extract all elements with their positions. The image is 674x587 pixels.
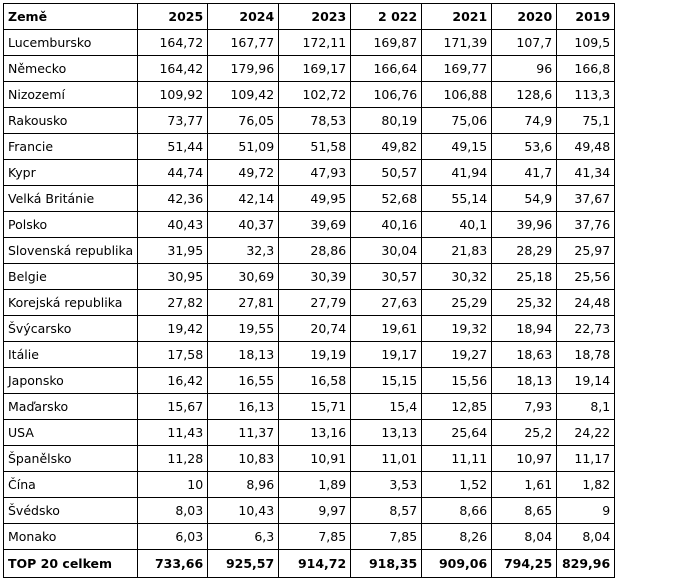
value-cell: 106,88 — [422, 82, 492, 108]
table-row — [4, 160, 615, 186]
value-cell: 25,2 — [492, 420, 557, 446]
header-year: 2024 — [208, 4, 279, 30]
value-cell: 37,76 — [557, 212, 615, 238]
value-cell: 169,87 — [351, 30, 422, 56]
table-footer — [4, 550, 615, 578]
country-name: Japonsko — [4, 368, 138, 394]
value-cell: 8,04 — [557, 524, 615, 550]
table-row — [4, 498, 615, 524]
value-cell: 7,85 — [351, 524, 422, 550]
country-name: Slovenská republika — [4, 238, 138, 264]
value-cell: 12,85 — [422, 394, 492, 420]
value-cell: 1,61 — [492, 472, 557, 498]
value-cell: 11,17 — [557, 446, 615, 472]
value-cell: 169,17 — [279, 56, 351, 82]
value-cell: 47,93 — [279, 160, 351, 186]
value-cell: 18,78 — [557, 342, 615, 368]
value-cell: 8,26 — [422, 524, 492, 550]
value-cell: 18,94 — [492, 316, 557, 342]
table-row — [4, 108, 615, 134]
value-cell: 7,93 — [492, 394, 557, 420]
value-cell: 49,95 — [279, 186, 351, 212]
value-cell: 28,29 — [492, 238, 557, 264]
value-cell: 19,32 — [422, 316, 492, 342]
value-cell: 11,37 — [208, 420, 279, 446]
total-value: 925,57 — [208, 550, 279, 578]
value-cell: 27,82 — [138, 290, 208, 316]
value-cell: 13,13 — [351, 420, 422, 446]
table-row — [4, 238, 615, 264]
value-cell: 1,89 — [279, 472, 351, 498]
value-cell: 50,57 — [351, 160, 422, 186]
table-header — [4, 4, 615, 30]
value-cell: 113,3 — [557, 82, 615, 108]
table-row — [4, 316, 615, 342]
total-value: 918,35 — [351, 550, 422, 578]
value-cell: 25,18 — [492, 264, 557, 290]
value-cell: 41,94 — [422, 160, 492, 186]
value-cell: 25,32 — [492, 290, 557, 316]
value-cell: 10,43 — [208, 498, 279, 524]
value-cell: 78,53 — [279, 108, 351, 134]
value-cell: 27,81 — [208, 290, 279, 316]
table-row — [4, 290, 615, 316]
data-table-container — [3, 3, 615, 578]
value-cell: 3,53 — [351, 472, 422, 498]
value-cell: 8,57 — [351, 498, 422, 524]
value-cell: 74,9 — [492, 108, 557, 134]
value-cell: 40,43 — [138, 212, 208, 238]
value-cell: 80,19 — [351, 108, 422, 134]
country-name: Belgie — [4, 264, 138, 290]
value-cell: 164,42 — [138, 56, 208, 82]
value-cell: 19,55 — [208, 316, 279, 342]
value-cell: 28,86 — [279, 238, 351, 264]
value-cell: 39,69 — [279, 212, 351, 238]
value-cell: 19,42 — [138, 316, 208, 342]
total-value: 829,96 — [557, 550, 615, 578]
header-row — [4, 4, 615, 30]
value-cell: 19,61 — [351, 316, 422, 342]
value-cell: 44,74 — [138, 160, 208, 186]
value-cell: 30,39 — [279, 264, 351, 290]
value-cell: 9 — [557, 498, 615, 524]
value-cell: 19,14 — [557, 368, 615, 394]
value-cell: 106,76 — [351, 82, 422, 108]
value-cell: 25,97 — [557, 238, 615, 264]
value-cell: 15,67 — [138, 394, 208, 420]
value-cell: 42,14 — [208, 186, 279, 212]
value-cell: 9,97 — [279, 498, 351, 524]
value-cell: 30,57 — [351, 264, 422, 290]
value-cell: 17,58 — [138, 342, 208, 368]
value-cell: 42,36 — [138, 186, 208, 212]
value-cell: 167,77 — [208, 30, 279, 56]
value-cell: 55,14 — [422, 186, 492, 212]
country-name: Rakousko — [4, 108, 138, 134]
value-cell: 19,27 — [422, 342, 492, 368]
country-name: Španělsko — [4, 446, 138, 472]
value-cell: 15,71 — [279, 394, 351, 420]
value-cell: 11,28 — [138, 446, 208, 472]
value-cell: 19,19 — [279, 342, 351, 368]
table-row — [4, 394, 615, 420]
value-cell: 15,15 — [351, 368, 422, 394]
value-cell: 8,65 — [492, 498, 557, 524]
total-label: TOP 20 celkem — [4, 550, 138, 578]
value-cell: 24,48 — [557, 290, 615, 316]
value-cell: 109,92 — [138, 82, 208, 108]
value-cell: 107,7 — [492, 30, 557, 56]
value-cell: 169,77 — [422, 56, 492, 82]
value-cell: 109,42 — [208, 82, 279, 108]
value-cell: 20,74 — [279, 316, 351, 342]
value-cell: 15,4 — [351, 394, 422, 420]
table-row — [4, 30, 615, 56]
value-cell: 171,39 — [422, 30, 492, 56]
value-cell: 24,22 — [557, 420, 615, 446]
value-cell: 8,96 — [208, 472, 279, 498]
table-row — [4, 134, 615, 160]
total-value: 909,06 — [422, 550, 492, 578]
country-name: Kypr — [4, 160, 138, 186]
value-cell: 75,06 — [422, 108, 492, 134]
value-cell: 30,04 — [351, 238, 422, 264]
value-cell: 30,95 — [138, 264, 208, 290]
header-year: 2019 — [557, 4, 615, 30]
total-row — [4, 550, 615, 578]
country-name: Lucembursko — [4, 30, 138, 56]
value-cell: 49,72 — [208, 160, 279, 186]
value-cell: 32,3 — [208, 238, 279, 264]
table-row — [4, 82, 615, 108]
value-cell: 41,34 — [557, 160, 615, 186]
value-cell: 109,5 — [557, 30, 615, 56]
value-cell: 96 — [492, 56, 557, 82]
country-name: Švédsko — [4, 498, 138, 524]
header-year: 2021 — [422, 4, 492, 30]
value-cell: 49,15 — [422, 134, 492, 160]
value-cell: 172,11 — [279, 30, 351, 56]
value-cell: 179,96 — [208, 56, 279, 82]
value-cell: 25,29 — [422, 290, 492, 316]
value-cell: 49,48 — [557, 134, 615, 160]
value-cell: 40,16 — [351, 212, 422, 238]
value-cell: 1,82 — [557, 472, 615, 498]
value-cell: 7,85 — [279, 524, 351, 550]
value-cell: 6,3 — [208, 524, 279, 550]
value-cell: 11,43 — [138, 420, 208, 446]
value-cell: 10 — [138, 472, 208, 498]
value-cell: 16,13 — [208, 394, 279, 420]
country-name: USA — [4, 420, 138, 446]
value-cell: 22,73 — [557, 316, 615, 342]
value-cell: 16,55 — [208, 368, 279, 394]
value-cell: 31,95 — [138, 238, 208, 264]
table-body — [4, 30, 615, 550]
value-cell: 8,04 — [492, 524, 557, 550]
value-cell: 73,77 — [138, 108, 208, 134]
country-name: Velká Británie — [4, 186, 138, 212]
value-cell: 166,64 — [351, 56, 422, 82]
value-cell: 75,1 — [557, 108, 615, 134]
table-row — [4, 212, 615, 238]
value-cell: 1,52 — [422, 472, 492, 498]
table-row — [4, 342, 615, 368]
country-name: Korejská republika — [4, 290, 138, 316]
value-cell: 6,03 — [138, 524, 208, 550]
country-name: Čína — [4, 472, 138, 498]
value-cell: 18,63 — [492, 342, 557, 368]
value-cell: 102,72 — [279, 82, 351, 108]
value-cell: 27,79 — [279, 290, 351, 316]
total-value: 794,25 — [492, 550, 557, 578]
table-row — [4, 368, 615, 394]
country-statistics-table — [3, 3, 615, 578]
value-cell: 128,6 — [492, 82, 557, 108]
country-name: Polsko — [4, 212, 138, 238]
value-cell: 166,8 — [557, 56, 615, 82]
value-cell: 8,66 — [422, 498, 492, 524]
value-cell: 13,16 — [279, 420, 351, 446]
country-name: Francie — [4, 134, 138, 160]
value-cell: 21,83 — [422, 238, 492, 264]
header-year: 2023 — [279, 4, 351, 30]
value-cell: 54,9 — [492, 186, 557, 212]
total-value: 914,72 — [279, 550, 351, 578]
value-cell: 41,7 — [492, 160, 557, 186]
value-cell: 51,09 — [208, 134, 279, 160]
value-cell: 76,05 — [208, 108, 279, 134]
value-cell: 37,67 — [557, 186, 615, 212]
total-value: 733,66 — [138, 550, 208, 578]
table-row — [4, 264, 615, 290]
country-name: Švýcarsko — [4, 316, 138, 342]
value-cell: 11,11 — [422, 446, 492, 472]
value-cell: 40,1 — [422, 212, 492, 238]
country-name: Německo — [4, 56, 138, 82]
header-country: Země — [4, 4, 138, 30]
value-cell: 11,01 — [351, 446, 422, 472]
header-year: 2 022 — [351, 4, 422, 30]
value-cell: 15,56 — [422, 368, 492, 394]
value-cell: 10,91 — [279, 446, 351, 472]
country-name: Maďarsko — [4, 394, 138, 420]
value-cell: 18,13 — [492, 368, 557, 394]
header-year: 2020 — [492, 4, 557, 30]
value-cell: 25,56 — [557, 264, 615, 290]
value-cell: 51,58 — [279, 134, 351, 160]
value-cell: 49,82 — [351, 134, 422, 160]
value-cell: 51,44 — [138, 134, 208, 160]
value-cell: 18,13 — [208, 342, 279, 368]
table-row — [4, 186, 615, 212]
country-name: Monako — [4, 524, 138, 550]
value-cell: 53,6 — [492, 134, 557, 160]
value-cell: 10,97 — [492, 446, 557, 472]
table-row — [4, 420, 615, 446]
value-cell: 10,83 — [208, 446, 279, 472]
table-row — [4, 446, 615, 472]
value-cell: 16,58 — [279, 368, 351, 394]
table-row — [4, 472, 615, 498]
value-cell: 30,69 — [208, 264, 279, 290]
value-cell: 8,03 — [138, 498, 208, 524]
value-cell: 30,32 — [422, 264, 492, 290]
value-cell: 39,96 — [492, 212, 557, 238]
country-name: Nizozemí — [4, 82, 138, 108]
header-year: 2025 — [138, 4, 208, 30]
table-row — [4, 56, 615, 82]
value-cell: 8,1 — [557, 394, 615, 420]
country-name: Itálie — [4, 342, 138, 368]
value-cell: 25,64 — [422, 420, 492, 446]
table-row — [4, 524, 615, 550]
value-cell: 52,68 — [351, 186, 422, 212]
value-cell: 27,63 — [351, 290, 422, 316]
value-cell: 19,17 — [351, 342, 422, 368]
value-cell: 16,42 — [138, 368, 208, 394]
value-cell: 40,37 — [208, 212, 279, 238]
value-cell: 164,72 — [138, 30, 208, 56]
